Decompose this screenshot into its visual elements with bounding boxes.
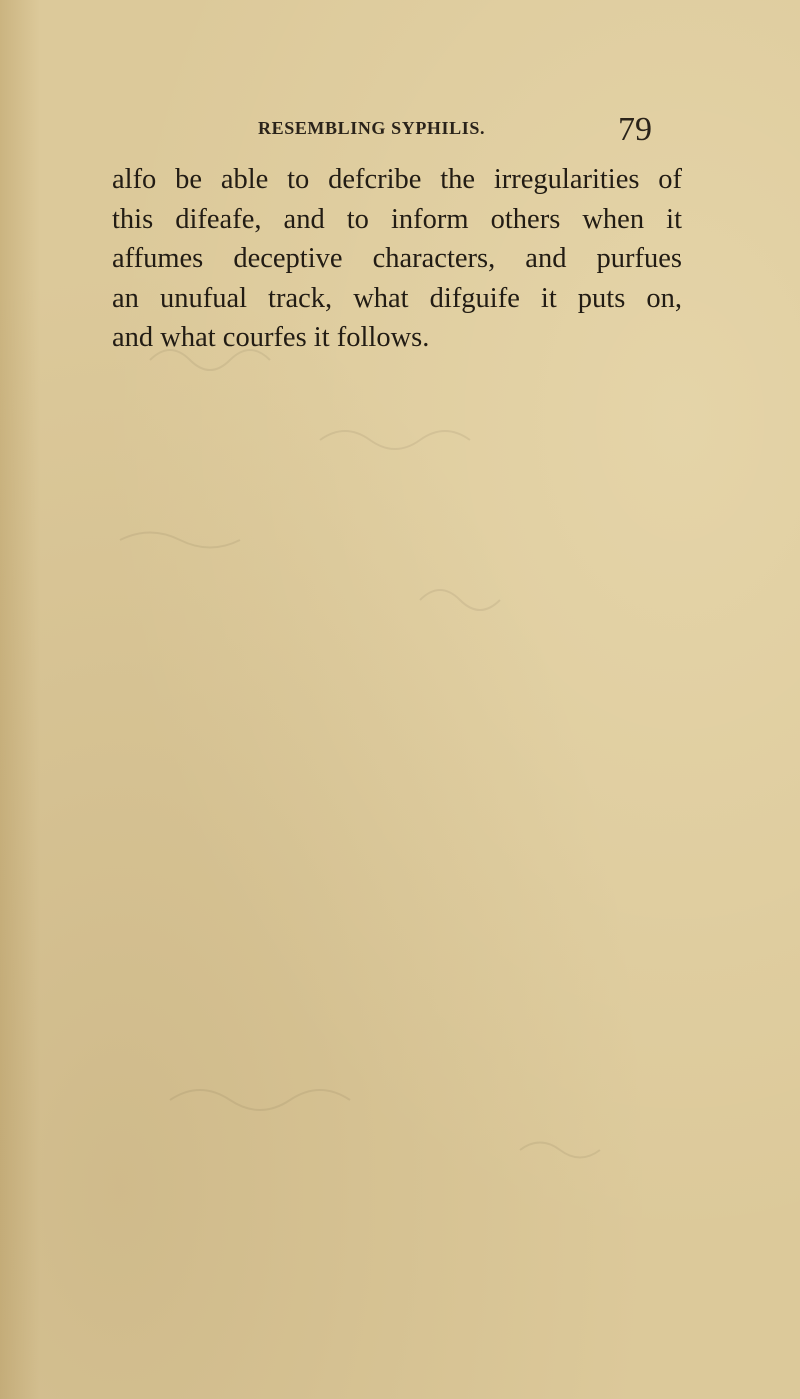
text-line: this difeafe, and to inform others when it [112,203,682,235]
running-head: RESEMBLING SYPHILIS. [258,118,486,138]
page-number: 79 [618,111,652,148]
text-line: affumes deceptive characters, and purfues [112,243,682,274]
body-paragraph [112,160,682,358]
text-line: alfo be able to defcribe the irregularities of [112,164,682,195]
text-line: an unufual track, what difguife it puts on, [112,282,682,314]
text-line: and what courfes it follows. [112,322,430,353]
